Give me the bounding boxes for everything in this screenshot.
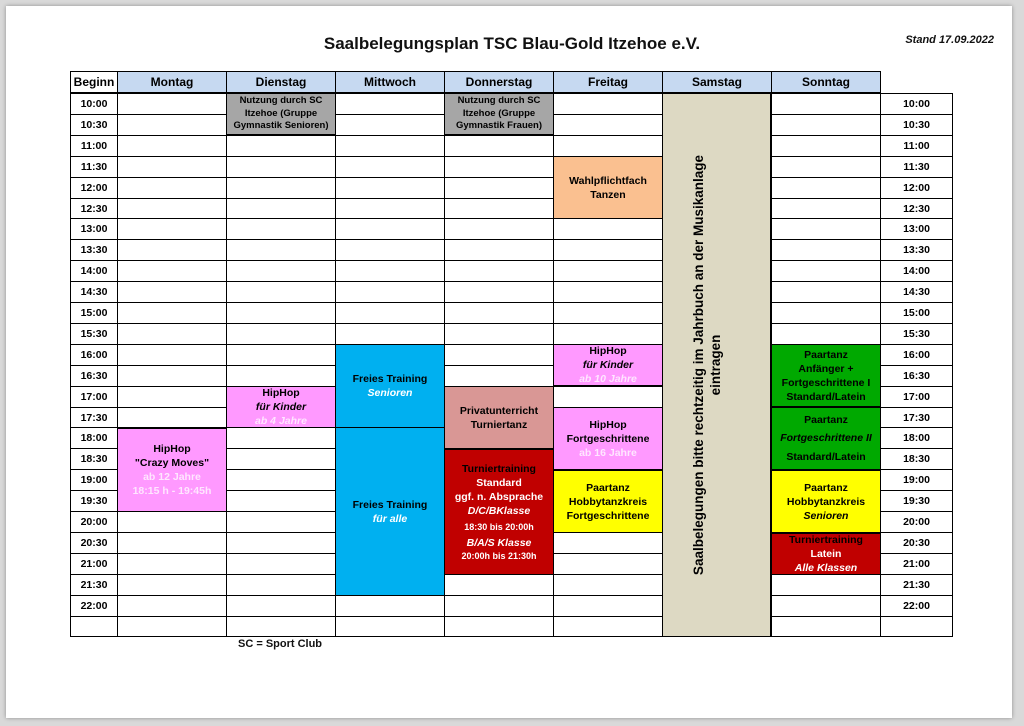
event-line: Hobbytanzkreis	[568, 495, 648, 508]
event-line: Freies Training	[352, 498, 428, 511]
time-label-right: 12:30	[903, 202, 930, 215]
event-line: HipHop	[589, 345, 627, 357]
event-line: ggf. n. Absprache	[454, 491, 544, 503]
grid-line	[70, 260, 663, 261]
event-dienstag-sc	[226, 93, 336, 135]
event-line: Hobbytanzkreis	[786, 495, 866, 508]
event-line: ab 16 Jahre	[579, 446, 637, 459]
event-line: ab 10 Jahre	[579, 373, 637, 385]
time-label-left: 21:00	[80, 557, 108, 570]
event-line: Fortgeschrittene I	[781, 376, 871, 389]
header-montag: Montag	[117, 71, 227, 93]
event-line: Turniertraining	[462, 463, 536, 475]
time-label-right: 20:30	[903, 536, 930, 549]
event-montag-hiphop	[117, 428, 227, 512]
grid-line	[70, 616, 663, 617]
event-donnerstag-turniertraining	[444, 449, 554, 575]
event-line: B/A/S Klasse	[466, 537, 532, 549]
event-line: Turniertanz	[470, 418, 528, 431]
header-sonntag: Sonntag	[771, 71, 881, 93]
time-label-right: 21:00	[903, 557, 930, 570]
event-line: ab 12 Jahre	[143, 471, 201, 483]
time-label-right: 15:30	[903, 327, 930, 340]
event-line: Wahlpflichtfach	[569, 174, 647, 187]
event-freitag-hiphop-fortgeschrittene	[553, 407, 663, 470]
event-line: Turniertraining	[789, 534, 863, 546]
time-label-left: 16:00	[80, 348, 108, 361]
event-sonntag-paartanz-anfaenger	[771, 344, 881, 407]
event-line: für alle	[372, 512, 408, 525]
time-label-left: 19:00	[80, 473, 108, 486]
samstag-note-line1: Saalbelegungen bitte rechtzeitig im Jahrbuch an der Musikanlage	[691, 154, 706, 576]
event-line: Senioren	[367, 387, 413, 399]
time-label-right: 19:00	[903, 473, 930, 486]
time-label-left: 17:30	[80, 411, 108, 424]
time-label-right: 18:30	[903, 452, 930, 465]
time-label-left: 12:30	[80, 202, 108, 215]
event-line: für Kinder	[255, 401, 307, 413]
time-label-right: 11:30	[903, 160, 930, 173]
event-line: für Kinder	[582, 359, 634, 371]
event-donnerstag-privatunterricht	[444, 386, 554, 449]
time-label-left: 11:30	[80, 160, 108, 173]
time-label-left: 19:30	[80, 494, 108, 507]
time-label-right: 16:00	[903, 348, 930, 361]
time-label-left: 22:00	[80, 599, 108, 612]
event-line: Fortgeschrittene	[566, 432, 650, 445]
event-line: Standard	[476, 477, 522, 489]
event-line: HipHop	[589, 418, 627, 431]
grid-line	[952, 93, 953, 636]
time-label-left: 13:00	[80, 222, 108, 235]
grid-line	[70, 636, 663, 637]
grid-line	[117, 93, 118, 636]
time-label-right: 18:00	[903, 431, 930, 444]
time-label-left: 20:00	[80, 515, 108, 528]
time-label-right: 14:30	[903, 285, 930, 298]
grid-line	[70, 239, 663, 240]
time-label-left: 18:00	[80, 431, 108, 444]
time-label-left: 15:30	[80, 327, 108, 340]
time-label-right: 17:00	[903, 390, 930, 403]
time-label-left: 10:00	[80, 97, 108, 110]
event-sonntag-turniertraining	[771, 533, 881, 575]
event-line: Freies Training	[352, 373, 428, 385]
event-line: Standard/Latein	[786, 450, 866, 463]
time-label-right: 17:30	[903, 411, 930, 424]
event-line: "Crazy Moves"	[134, 457, 210, 469]
grid-line	[771, 636, 953, 637]
time-label-left: 15:00	[80, 306, 108, 319]
event-line: Paartanz	[804, 348, 848, 361]
event-line: Paartanz	[586, 481, 630, 494]
header-freitag: Freitag	[553, 71, 663, 93]
samstag-note-line2: eintragen	[708, 334, 723, 396]
header-dienstag: Dienstag	[226, 71, 336, 93]
stand-date: Stand 17.09.2022	[905, 34, 994, 46]
event-line: 18:30 bis 20:00h	[464, 522, 534, 532]
time-label-right: 13:00	[903, 222, 930, 235]
event-line: Standard/Latein	[786, 390, 866, 403]
time-label-right: 10:30	[903, 118, 930, 131]
time-label-left: 11:00	[80, 139, 108, 152]
event-line: Itzehoe (Gruppe	[462, 107, 536, 119]
time-label-left: 13:30	[80, 243, 108, 256]
event-line: Latein	[810, 548, 842, 560]
time-label-right: 11:00	[903, 139, 930, 152]
event-freitag-wahlpflichtfach	[553, 156, 663, 219]
header-beginn: Beginn	[70, 71, 118, 93]
header-samstag: Samstag	[662, 71, 772, 93]
time-label-left: 16:30	[80, 369, 108, 382]
time-label-right: 14:00	[903, 264, 930, 277]
samstag-note	[690, 105, 724, 625]
event-line: Gymnastik Frauen)	[455, 120, 543, 132]
time-label-left: 18:30	[80, 452, 108, 465]
time-label-right: 10:00	[903, 97, 930, 110]
grid-line	[70, 323, 663, 324]
event-line: Paartanz	[804, 481, 848, 494]
event-line: D/C/BKlasse	[467, 505, 531, 517]
time-label-left: 14:00	[80, 264, 108, 277]
event-sonntag-hobbytanzkreis	[771, 470, 881, 533]
time-label-left: 20:30	[80, 536, 108, 549]
time-label-right: 20:00	[903, 515, 930, 528]
grid-line	[70, 135, 663, 136]
grid-line	[70, 93, 663, 94]
header-donnerstag: Donnerstag	[444, 71, 554, 93]
page-title: Saalbelegungsplan TSC Blau-Gold Itzehoe e.V.	[323, 34, 701, 53]
event-line: Tanzen	[590, 188, 626, 201]
time-label-right: 19:30	[903, 494, 930, 507]
event-line: Nutzung durch SC	[239, 95, 323, 107]
event-mittwoch-freies-training-alle	[335, 427, 445, 596]
event-freitag-paartanz	[553, 470, 663, 533]
grid-line	[70, 281, 663, 282]
time-label-right: 12:00	[903, 181, 930, 194]
time-label-left: 10:30	[80, 118, 108, 131]
event-freitag-hiphop-kinder	[553, 344, 663, 386]
event-line: HipHop	[153, 443, 191, 455]
event-line: Alle Klassen	[794, 562, 858, 574]
event-line: HipHop	[262, 387, 300, 399]
footnote: SC = Sport Club	[238, 638, 323, 650]
event-line: 18:15 h - 19:45h	[132, 485, 212, 497]
time-label-left: 12:00	[80, 181, 108, 194]
event-line: 20:00h bis 21:30h	[461, 551, 537, 561]
time-label-right: 22:00	[903, 599, 930, 612]
event-line: Itzehoe (Gruppe	[244, 107, 318, 119]
event-line: Paartanz	[804, 414, 848, 427]
event-line: Anfänger +	[798, 362, 854, 375]
event-line: Gymnastik Senioren)	[233, 120, 329, 132]
grid-line	[771, 616, 953, 617]
time-label-left: 17:00	[80, 390, 108, 403]
event-line: ab 4 Jahre	[255, 415, 307, 427]
grid-line	[70, 114, 663, 115]
time-label-left: 14:30	[80, 285, 108, 298]
event-sonntag-paartanz-fortgeschrittene	[771, 407, 881, 470]
event-line: Fortgeschrittene II	[780, 432, 872, 445]
event-line: Nutzung durch SC	[457, 95, 541, 107]
event-line: Fortgeschrittene	[566, 509, 650, 522]
event-mittwoch-freies-training-senioren	[335, 344, 445, 428]
time-label-right: 21:30	[903, 578, 930, 591]
time-label-left: 21:30	[80, 578, 108, 591]
header-mittwoch: Mittwoch	[335, 71, 445, 93]
event-dienstag-hiphop	[226, 386, 336, 428]
time-label-right: 15:00	[903, 306, 930, 319]
time-label-right: 16:30	[903, 369, 930, 382]
event-donnerstag-sc	[444, 93, 554, 135]
event-line: Senioren	[803, 509, 849, 522]
event-line: Privatunterricht	[459, 404, 539, 417]
grid-line	[70, 302, 663, 303]
grid-line	[226, 93, 227, 636]
time-label-right: 13:30	[903, 243, 930, 256]
